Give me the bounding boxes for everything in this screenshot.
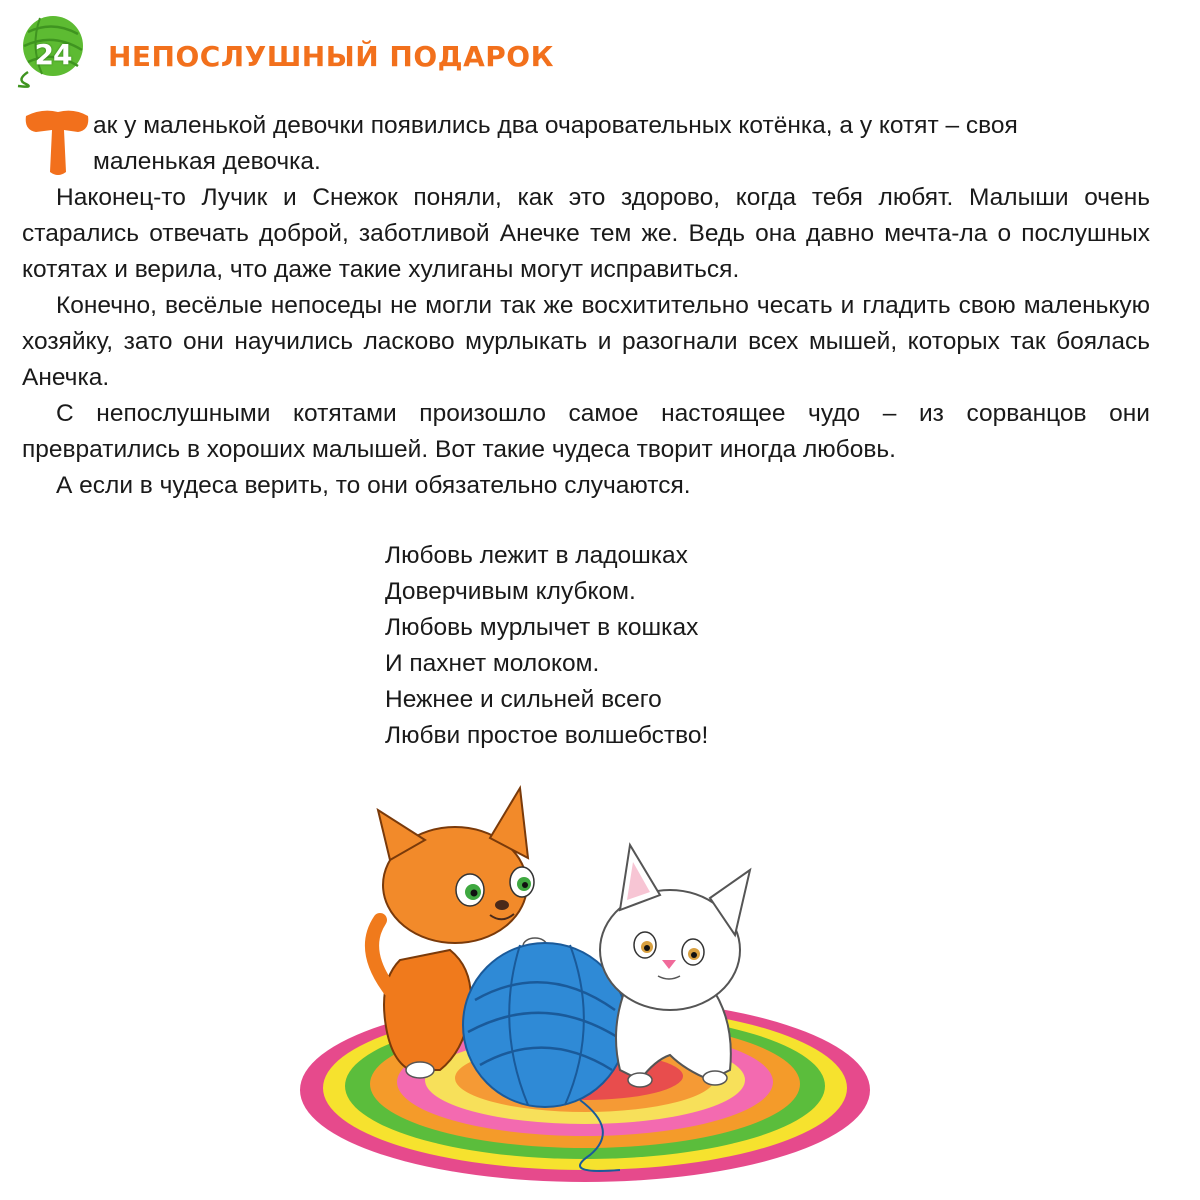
- drop-cap: [22, 108, 92, 178]
- poem-line: И пахнет молоком.: [385, 650, 600, 677]
- poem-line: Любовь лежит в ладошках: [385, 542, 688, 569]
- story-first-line: ак у маленькой девочки появились два очаровательных котёнка, а у котят – своя: [93, 112, 1018, 139]
- chapter-title: НЕПОСЛУШНЫЙ ПОДАРОК: [108, 40, 554, 73]
- story-first-line-cont: маленькая девочка.: [93, 148, 321, 175]
- page-header: [8, 10, 608, 90]
- poem: [385, 538, 708, 754]
- poem-line: Нежнее и сильней всего: [385, 686, 662, 713]
- story-paragraph: Наконец-то Лучик и Снежок поняли, как это здорово, когда тебя любят. Малыши очень старались отвечать доброй, заботливой Анечке тем же. Ведь она давно мечта-ла о послушных котятах и верила, что даже такие хулиганы могут исправиться.: [22, 184, 1150, 283]
- page-number: 24: [34, 38, 72, 71]
- poem-line: Любовь мурлычет в кошках: [385, 614, 699, 641]
- white-kitten-icon: [600, 845, 750, 1087]
- story-paragraph: Конечно, весёлые непоседы не могли так же восхитительно чесать и гладить свою маленькую хозяйку, зато они научились ласково мурлыкать и разогнали всех мышей, которых так боялась Анечка.: [22, 292, 1150, 391]
- story-text: [22, 108, 1150, 504]
- story-paragraph: А если в чудеса верить, то они обязательно случаются.: [56, 472, 691, 499]
- story-paragraph: С непослушными котятами произошло самое настоящее чудо – из сорванцов они превратились в хороших малышей. Вот такие чудеса творит иногда любовь.: [22, 400, 1150, 463]
- poem-line: Любви простое волшебство!: [385, 722, 709, 749]
- kittens-illustration: [290, 770, 890, 1190]
- poem-line: Доверчивым клубком.: [385, 578, 636, 605]
- drop-cap-letter-icon: [22, 108, 92, 178]
